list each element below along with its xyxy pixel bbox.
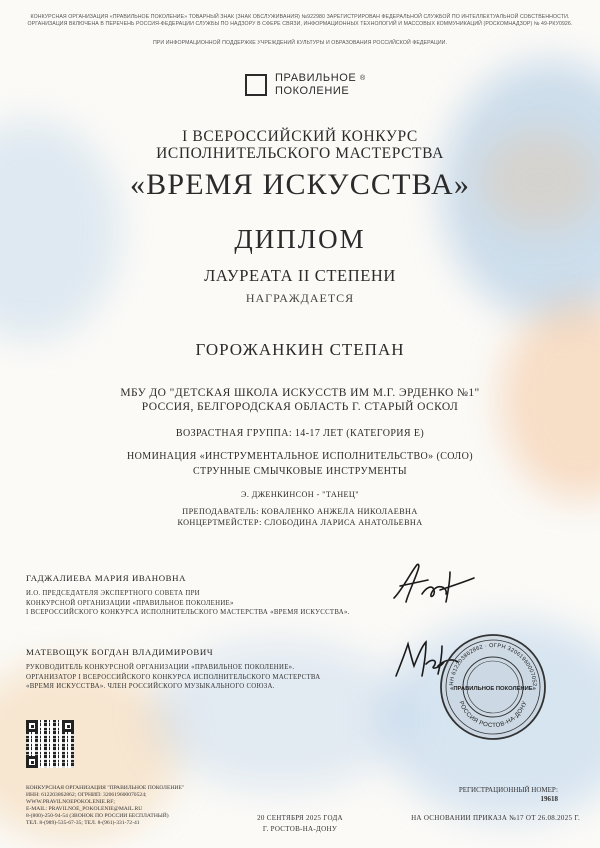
svg-text:Россия Ростов-на-Дону: Россия Ростов-на-Дону xyxy=(457,700,529,730)
performed-piece: Э. ДЖЕНКИНСОН - "ТАНЕЦ" xyxy=(241,490,359,499)
concertmaster: КОНЦЕРТМЕЙСТЕР: СЛОБОДИНА ЛАРИСА АНАТОЛЬЕВНА xyxy=(177,518,423,527)
recipient-location: РОССИЯ, БЕЛГОРОДСКАЯ ОБЛАСТЬ Г. СТАРЫЙ ОСКОЛ xyxy=(141,401,459,413)
trademark-notice: КОНКУРСНАЯ ОРГАНИЗАЦИЯ «ПРАВИЛЬНОЕ ПОКОЛЕНИЕ» ТОВАРНЫЙ ЗНАК (ЗНАК ОБСЛУЖИВАНИЯ) №922980 ЗАРЕГИСТРИРОВАН ФЕДЕРАЛЬНОЙ СЛУЖБОЙ ПО ИНТЕЛЛЕКТУАЛЬНОЙ СОБСТВЕННОСТИ. ОРГАНИЗАЦИЯ ВКЛЮЧЕНА В ПЕРЕЧЕНЬ РОССИЯ-ФЕДЕРАЦИИ СЛУЖБЫ ПО НАДЗОРУ В СФЕРЕ СВЯЗИ, ИНФОРМАЦИОННЫХ ТЕХНОЛОГИЙ И МАССОВЫХ КОММУНИКАЦИЙ (РОСКОМНАДЗОР) № 49-РКУ0926. xyxy=(27,14,573,27)
instrument-category: СТРУННЫЕ СМЫЧКОВЫЕ ИНСТРУМЕНТЫ xyxy=(192,466,408,477)
teacher: ПРЕПОДАВАТЕЛЬ: КОВАЛЕНКО АНЖЕЛА НИКОЛАЕВНА xyxy=(182,507,418,516)
diploma-title: ДИПЛОМ xyxy=(234,224,366,254)
contest-title-line2: ИСПОЛНИТЕЛЬСКОГО МАСТЕРСТВА xyxy=(156,145,444,162)
issue-date-place: 20 СЕНТЯБРЯ 2025 ГОДА Г. РОСТОВ-НА-ДОНУ xyxy=(257,814,343,833)
signature-chair-icon xyxy=(388,560,478,610)
recipient-name: ГОРОЖАНКИН СТЕПАН xyxy=(195,340,405,359)
organization-contacts: КОНКУРСНАЯ ОРГАНИЗАЦИЯ "ПРАВИЛЬНОЕ ПОКОЛЕНИЕ" ИНН: 612203862862; ОГРНИП: 320619600070524; WWW.PRAVILNOEPOKOLENIE.RF; E-MAIL: PRAVILNOE_POKOLENIE@MAIL.RU 8-(800)-250-94-54 (ЗВОНОК ПО РОССИИ БЕСПЛАТНЫЙ) ТЕЛ. 8-(989)-535-67-35; ТЕЛ. 8-(961)-331-72-41 xyxy=(26,785,185,826)
stamp-center-text: «Правильное поколение» xyxy=(450,686,536,692)
order-reference: НА ОСНОВАНИИ ПРИКАЗА №17 ОТ 26.08.2025 Г. xyxy=(411,814,580,822)
diploma-degree: ЛАУРЕАТА II СТЕПЕНИ xyxy=(204,266,396,285)
contest-name: «ВРЕМЯ ИСКУССТВА» xyxy=(129,168,471,201)
nomination: НОМИНАЦИЯ «ИНСТРУМЕНТАЛЬНОЕ ИСПОЛНИТЕЛЬСТВО» (СОЛО) xyxy=(127,451,473,462)
official-stamp-icon xyxy=(435,628,548,742)
awarded-label: НАГРАЖДАЕТСЯ xyxy=(245,291,355,305)
contest-title-line1: I ВСЕРОССИЙСКИЙ КОНКУРС xyxy=(182,128,418,145)
registration-number: РЕГИСТРАЦИОННЫЙ НОМЕР: 19618 xyxy=(458,786,558,803)
qr-code-icon[interactable] xyxy=(26,720,74,768)
recipient-school: МБУ ДО "ДЕТСКАЯ ШКОЛА ИСКУССТВ ИМ М.Г. ЭРДЕНКО №1" xyxy=(120,387,480,399)
support-notice: ПРИ ИНФОРМАЦИОННОЙ ПОДДЕРЖКЕ УЧРЕЖДЕНИЙ КУЛЬТУРЫ И ОБРАЗОВАНИЯ РОССИЙСКОЙ ФЕДЕРАЦИИ. xyxy=(152,40,448,46)
signature-block-chair: ГАДЖАЛИЕВА МАРИЯ ИВАНОВНА И.О. ПРЕДСЕДАТЕЛЯ ЭКСПЕРТНОГО СОВЕТА ПРИ КОНКУРСНОЙ ОРГАНИЗАЦИИ «ПРАВИЛЬНОЕ ПОКОЛЕНИЕ» I ВСЕРОССИЙСКОГО КОНКУРСА ИСПОЛНИТЕЛЬСКОГО МАСТЕРСТВА «ВРЕМЯ ИСКУССТВА». xyxy=(26,573,350,616)
brand-logo: ПРАВИЛЬНОЕ ® ПОКОЛЕНИЕ xyxy=(245,72,366,98)
signature-block-director: МАТЕВОЩУК БОГДАН ВЛАДИМИРОВИЧ РУКОВОДИТЕЛЬ КОНКУРСНОЙ ОРГАНИЗАЦИИ «ПРАВИЛЬНОЕ ПОКОЛЕНИЕ». ОРГАНИЗАТОР I ВСЕРОССИЙСКОГО КОНКУРСА ИСПОЛНИТЕЛЬСКОГО МАСТЕРСТВА «ВРЕМЯ ИСКУССТВА». ЧЛЕН РОССИЙСКОГО МУЗЫКАЛЬНОГО СОЮЗА. xyxy=(26,647,321,690)
logo-square-icon xyxy=(245,74,267,96)
age-group: ВОЗРАСТНАЯ ГРУППА: 14-17 ЛЕТ (КАТЕГОРИЯ Е) xyxy=(175,428,425,439)
svg-text:ИНН 612203862862 · ОГРН 320619: ИНН 612203862862 · ОГРН 320619600070524 xyxy=(435,628,538,687)
